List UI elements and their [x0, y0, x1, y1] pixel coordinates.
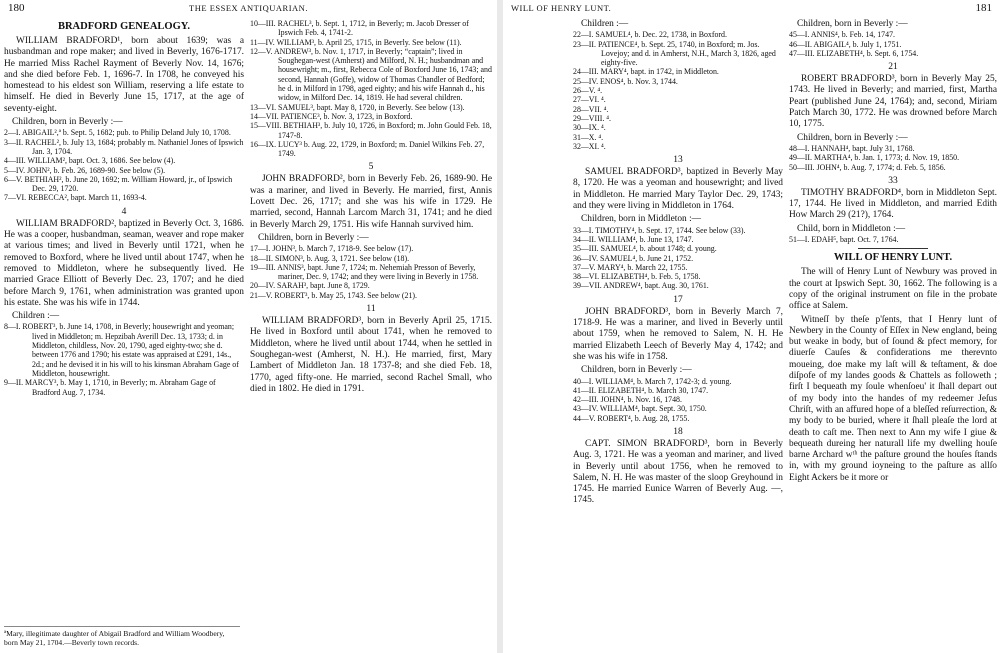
list-entry: 15—VIII. BETHIAH³, b. July 10, 1726, in Boxford; m. John Gould Feb. 18, 1747-8.: [250, 121, 492, 140]
section-number: 11: [366, 304, 376, 315]
list-entry: 17—I. JOHN³, b. March 7, 1718-9. See below (17).: [250, 244, 414, 254]
paragraph: WILLIAM BRADFORD², baptized in Beverly Oct. 3, 1686. He was a cooper, husbandman, seaman, weaver and rope maker at various times; and lived in Beverly until 1721, when he removed to Boxford, where he lived until about 1747, when he removed to Middleton, where he subsequently lived. He married Grace Elliott of Beverly Dec. 23, 1707; and he died before March 9, 1761, when administration was granted upon his estate. She was his wife in 1744.: [4, 218, 244, 308]
list-entry: 13—VI. SAMUEL³, bapt. May 8, 1720, in Beverly. See below (13).: [250, 102, 465, 112]
list-entry: 37—V. MARY⁴, b. March 22, 1755.: [573, 262, 688, 272]
children-list: [250, 244, 492, 300]
list-entry: 28—VII. ⁴.: [573, 104, 609, 114]
column: [789, 19, 997, 653]
list-entry: 22—I. SAMUEL⁴, b. Dec. 22, 1738, in Boxford.: [573, 30, 727, 40]
list-entry: 21—V. ROBERT³, b. May 25, 1743. See below (21).: [250, 290, 417, 300]
list-entry: 16—IX. LUCY³ b. Aug. 22, 1729, in Boxford; m. Daniel Wilkins Feb. 27, 1749.: [250, 139, 485, 159]
list-entry: 40—I. WILLIAM⁴, b. March 7, 1742-3; d. young.: [573, 376, 732, 386]
children-list: [573, 377, 783, 423]
children-heading: Children, born in Beverly :—: [12, 117, 123, 128]
column: [4, 19, 244, 653]
list-entry: 7—VI. REBECCA², bapt. March 11, 1693-4.: [4, 193, 147, 203]
list-entry: 4—III. WILLIAM², bapt. Oct. 3, 1686. See below (4).: [4, 156, 176, 166]
list-entry: 23—II. PATIENCE⁴, b. Sept. 25, 1740, in Boxford; m. Jos. Lovejoy; and d. in Amherst, N.H., March 3, 1826, aged eighty-five.: [573, 39, 776, 68]
children-list: [573, 30, 783, 151]
page-number: 181: [975, 2, 992, 14]
paragraph: WILLIAM BRADFORD¹, born about 1639; was a husbandman and rope maker; and lived in Beverly, 1676-1717. He married Miss Rachel Rayment of Beverly Nov. 14, 1676; and she died before Feb. 1, 1696-7. In 1708, he conveyed his homestead to his eldest son William, reserving a life estate to himself. He died in Beverly June 15, 1717, at the age of seventy-eight.: [4, 36, 244, 114]
children-heading: Children :—: [581, 19, 629, 29]
list-entry: 14—VII. PATIENCE³, b. Nov. 3, 1723, in Boxford.: [250, 111, 413, 121]
left-page: [0, 0, 497, 653]
list-entry: 29—VIII. ⁴.: [573, 113, 612, 123]
children-list: [4, 128, 244, 202]
list-entry: 46—II. ABIGAIL⁴, b. July 1, 1751.: [789, 39, 902, 49]
children-list: [250, 19, 492, 158]
running-title: THE ESSEX ANTIQUARIAN.: [189, 3, 308, 13]
list-entry: 24—III. MARY⁴, bapt. in 1742, in Middleton.: [573, 67, 719, 77]
running-head: [8, 2, 489, 14]
list-entry: 32—XI. ⁴.: [573, 141, 606, 151]
children-list: [789, 144, 997, 172]
footnote: ªMary, illegitimate daughter of Abigail Bradford and William Woodbery, born May 21, 1704.—Beverly town records.: [4, 626, 240, 647]
paragraph: ROBERT BRADFORD³, born in Beverly May 25, 1743. He lived in Beverly; and married, first, Martha Peart (published June 24, 1764); and, second, Miriam Patch March 30, 1772. He was drowned before March 10, 1775.: [789, 74, 997, 130]
children-heading: Children :—: [12, 311, 60, 322]
children-heading: Children, born in Beverly :—: [797, 132, 908, 143]
column: [250, 19, 492, 653]
children-list: [4, 322, 244, 396]
paragraph: TIMOTHY BRADFORD⁴, born in Middleton Sept. 17, 1744. He lived in Middleton, and married Edith How March 29 (21?), 1764.: [789, 187, 997, 221]
children-heading: Children, born in Middleton :—: [581, 214, 702, 225]
list-entry: 6—V. BETHIAH², b. June 20, 1692; m. William Howard, jr., of Ipswich Dec. 29, 1720.: [4, 174, 233, 194]
section-number: 18: [673, 426, 683, 437]
children-heading: Children, born in Beverly :—: [797, 19, 908, 29]
running-title: WILL OF HENRY LUNT.: [511, 3, 612, 13]
section-number: 17: [673, 294, 683, 305]
children-list: [789, 235, 997, 244]
list-entry: 8—I. ROBERT³, b. June 14, 1708, in Beverly; housewright and yeoman; lived in Middleton; m. Hepzibah Averill Dec. 13, 1733; d. in Middleton, childless, Nov. 20, 1790, aged eighty-two; she d. between 1776 and 1790; his estate was appraised at £291, 14s., 2d.; and he devised it in his will to his kinsman Abraham Gage of Middleton, housewright.: [4, 322, 239, 378]
list-entry: 35—III. SAMUEL⁴, b. about 1748; d. young.: [573, 244, 717, 254]
list-entry: 19—III. ANNIS³, bapt. June 7, 1724; m. Nehemiah Presson of Beverly, mariner, Dec. 9, 1742; and they were living in Beverly in 1758.: [250, 262, 479, 282]
page-number: 180: [8, 2, 25, 14]
list-entry: 36—IV. SAMUEL⁴, b. June 21, 1752.: [573, 253, 694, 263]
list-entry: 48—I. HANNAH⁴, bapt. July 31, 1768.: [789, 143, 915, 153]
list-entry: 34—II. WILLIAM⁴, b. June 13, 1747.: [573, 234, 694, 244]
children-list: [789, 30, 997, 58]
paragraph: SAMUEL BRADFORD³, baptized in Beverly May 8, 1720. He was a yeoman and housewright; and lived in Middleton. He married Mary Taylor Dec. 29, 1743; and they were living in Middleton in 1764.: [573, 167, 783, 212]
list-entry: 20—IV. SARAH³, bapt. June 8, 1729.: [250, 281, 370, 291]
list-entry: 5—IV. JOHN², b. Feb. 26, 1689-90. See below (5).: [4, 165, 166, 175]
list-entry: 2—I. ABIGAIL²,ª b. Sept. 5, 1682; pub. to Philip Deland July 10, 1708.: [4, 128, 231, 138]
list-entry: 30—IX. ⁴.: [573, 123, 606, 133]
list-entry: 44—V. ROBERT⁴, b. Aug. 28, 1755.: [573, 413, 690, 423]
list-entry: 18—II. SIMON³, b. Aug. 3, 1721. See below (18).: [250, 253, 410, 263]
list-entry: 43—IV. WILLIAM⁴, bapt. Sept. 30, 1750.: [573, 404, 707, 414]
right-page: [503, 0, 1000, 653]
list-entry: 51—I. EDAH⁵, bapt. Oct. 7, 1764.: [789, 235, 899, 245]
list-entry: 45—I. ANNIS⁴, b. Feb. 14, 1747.: [789, 30, 895, 40]
section-number: 13: [673, 155, 683, 166]
section-number: 21: [888, 62, 898, 73]
list-entry: 31—X. ⁴.: [573, 132, 604, 142]
list-entry: 41—II. ELIZABETH⁴, b. March 30, 1747.: [573, 385, 709, 395]
paragraph: The will of Henry Lunt of Newbury was proved in the court at Ipswich Sept. 30, 1662. The following is a copy of the original instrument on file in the probate office at Salem.: [789, 267, 997, 312]
list-entry: 11—IV. WILLIAM³, b. April 25, 1715, in Beverly. See below (11).: [250, 37, 462, 47]
section-number: 5: [368, 162, 374, 173]
list-entry: 33—I. TIMOTHY⁴, b. Sept. 17, 1744. See below (33).: [573, 225, 746, 235]
paragraph: Witneſſ by theſe p'ſents, that I Henry lunt of Newbery in the County of Eſſex in New england, being but weake in body, but of ſound & pfect memory, for diuerſe Cauſes & confiderations me therevnto moueing, doe make my laſt will & teſtament, & doe diſpofe of my landes goods & Chattels as followeth ; firſt I bequeath my ſoule whenſoeu' it ſhall depart out of my body into the handes of my redeemer Jeſus Chriſt, with an affured hope of a bleſſed reſurrection, & my body to be buried, where it ſhall pleaſe the lord at death to caſt me. Then next to Ann my wife I giue & bequeath dureing her naturall life my dwelling houſe barne Archard wᵗʰ the paſture ground the houſes ſtands in, with my ground ioyneing to the paſture as allſo Eight Ackers be it more or: [789, 314, 997, 483]
section-heading: BRADFORD GENEALOGY.: [57, 21, 191, 32]
section-rule: [858, 248, 928, 249]
section-number: 4: [121, 206, 127, 217]
list-entry: 49—II. MARTHA⁴, b. Jan. 1, 1773; d. Nov. 19, 1850.: [789, 153, 960, 163]
children-heading: Child, born in Middleton :—: [797, 223, 906, 234]
section-number: 33: [888, 175, 898, 186]
column: [573, 19, 783, 653]
list-entry: 50—III. JOHN⁴, b. Aug. 7, 1774; d. Feb. 5, 1856.: [789, 162, 946, 172]
children-heading: Children, born in Beverly :—: [581, 365, 692, 376]
list-entry: 12—V. ANDREW³, b. Nov. 1, 1717, in Beverly; “captain”; lived in Soughegan-west (Amherst) and Milford, N. H.; husbandman and housewright; m., first, Rebecca Cole of Boxford June 16, 1743; and second, Hannah (Goffe), widow of Thomas Chandler of Bedford; he d. in Milford in 1798, aged eighty; and his wife Hannah d., his widow, in Milford Dec. 14, 1819. He had several children.: [250, 46, 492, 103]
list-entry: 27—VI. ⁴.: [573, 95, 606, 105]
list-entry: 25—IV. ENOS⁴, b. Nov. 3, 1744.: [573, 76, 678, 86]
list-entry: 38—VI. ELIZABETH⁴, b. Feb. 5, 1758.: [573, 272, 701, 282]
list-entry: 9—II. MARCY³, b. May 1, 1710, in Beverly; m. Abraham Gage of Bradford Aug. 7, 1734.: [4, 378, 216, 397]
list-entry: 26—V. ⁴.: [573, 86, 603, 96]
section-heading: WILL OF HENRY LUNT.: [833, 252, 953, 264]
list-entry: 3—II. RACHEL², b. July 13, 1684; probably m. Nathaniel Jones of Ipswich Jan. 3, 1704.: [4, 137, 244, 156]
children-heading: Children, born in Beverly :—: [258, 232, 369, 243]
list-entry: 47—III. ELIZABETH⁴, b. Sept. 6, 1754.: [789, 48, 919, 58]
list-entry: 42—III. JOHN⁴, b. Nov. 16, 1748.: [573, 395, 682, 405]
paragraph: JOHN BRADFORD³, born in Beverly March 7, 1718-9. He was a mariner, and lived in Beverly until about 1759, when he removed to Salem, N. H. He married Elizabeth Leech of Beverly May 4, 1742; and she was his wife in 1758.: [573, 306, 783, 362]
paragraph: JOHN BRADFORD², born in Beverly Feb. 26, 1689-90. He was a mariner, and lived in Beverly. He married, first, Annis Lovett Dec. 26, 1717; and she was his wife in 1729. He married, second, Hannah Larcom March 31, 1741; and he died in Beverly March 29, 1751. His wife Hannah survived him.: [250, 174, 492, 230]
paragraph: WILLIAM BRADFORD³, born in Beverly April 25, 1715. He lived in Boxford until about 1741, when he removed to Middleton, where he lived until about 1744, when he settled in Soughegan-west (Amherst, N. H.). He married, first, Mary Lambert of Middleton Jan. 18 1737-8; and she died Feb. 18, 1770, aged fifty-one. He married, second Rachel Small, who died in 1802. He died in 1791.: [250, 316, 492, 394]
running-head: [511, 2, 992, 14]
list-entry: 39—VII. ANDREW⁴, bapt. Aug. 30, 1761.: [573, 281, 709, 291]
children-list: [573, 226, 783, 291]
paragraph: CAPT. SIMON BRADFORD³, born in Beverly Aug. 3, 1721. He was a yeoman and mariner, and lived in Beverly until about 1756, when he removed to Salem, N. H. He was master of the sloop Greyhound in 1745. He married Eunice Warren of Beverly Aug. —, 1745.: [573, 438, 783, 506]
list-entry: 10—III. RACHEL³, b. Sept. 1, 1712, in Beverly; m. Jacob Dresser of Ipswich Feb. 4, 1741-2.: [250, 19, 469, 38]
